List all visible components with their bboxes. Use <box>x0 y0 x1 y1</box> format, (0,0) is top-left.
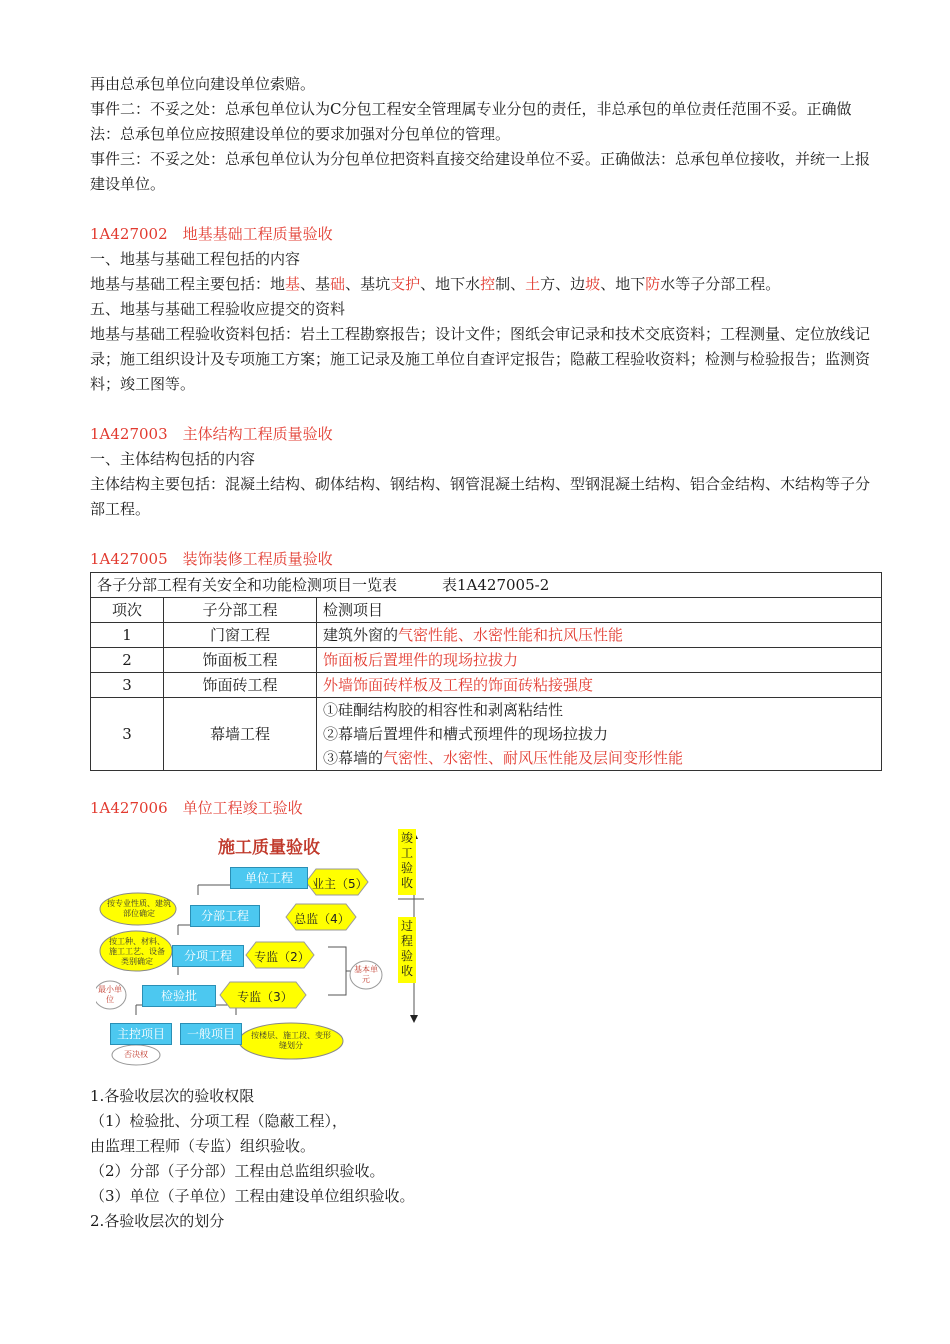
paragraph: 再由总承包单位向建设单位索赔。 <box>90 75 316 93</box>
table-cell: 门窗工程 <box>164 623 317 648</box>
table-row <box>91 698 882 771</box>
item-box: 分项工程 <box>172 945 244 967</box>
table-row <box>91 648 882 673</box>
paragraph: （3）单位（子单位）工程由建设单位组织验收。 <box>90 1187 415 1205</box>
vertical-label: 竣 工 验 收 <box>400 831 413 890</box>
hex-label: 业主（5） <box>312 877 368 891</box>
paragraph: 地基与基础工程验收资料包括：岩土工程勘察报告；设计文件；图纸会审记录和技术交底资料；工程测量、定位放线记录；施工组织设计及专项施工方案；施工记录及施工单位自查评定报告；隐蔽工程验收资料；检测与检验报告；监测资料；竣工图等。 <box>90 325 871 393</box>
table-cell: 3 <box>91 698 164 771</box>
bubble-note: 按专业性质、建筑部位确定 <box>107 899 171 918</box>
section-heading: 1A427002 地基基础工程质量验收 <box>90 225 333 243</box>
table-cell: 饰面板工程 <box>164 648 317 673</box>
subheading: 一、主体结构包括的内容 <box>90 450 256 468</box>
hex-label: 专监（3） <box>237 990 293 1004</box>
table-header: 检测项目 <box>317 598 882 623</box>
paragraph: 由监理工程师（专监）组织验收。 <box>90 1137 316 1155</box>
bubble-note: 按工种、材料、施工工艺、设备类别确定 <box>109 937 165 966</box>
hex-label: 专监（2） <box>254 950 310 964</box>
diagram-title: 施工质量验收 <box>218 838 320 858</box>
paragraph: 地基与基础工程主要包括：地基、基础、基坑支护、地下水控制、土方、边坡、地下防水等子分部工程。 <box>90 275 781 293</box>
section-heading: 1A427006 单位工程竣工验收 <box>90 799 303 817</box>
table-cell: 1 <box>91 623 164 648</box>
sub-box: 分部工程 <box>190 905 260 927</box>
section-heading: 1A427003 主体结构工程质量验收 <box>90 425 333 443</box>
bubble-note: 基本单元 <box>354 965 378 984</box>
bubble-note: 按楼层、施工段、变形缝划分 <box>251 1031 331 1050</box>
table-cell: 外墙饰面砖样板及工程的饰面砖粘接强度 <box>317 673 882 698</box>
subheading: 一、地基与基础工程包括的内容 <box>90 250 301 268</box>
table-title: 各子分部工程有关安全和功能检测项目一览表 表1A427005-2 <box>91 573 882 598</box>
table-cell: 2 <box>91 648 164 673</box>
table-cell: 饰面砖工程 <box>164 673 317 698</box>
table-cell: 幕墙工程 <box>164 698 317 771</box>
main-box: 主控项目 <box>110 1023 172 1045</box>
subheading: 五、地基与基础工程验收应提交的资料 <box>90 300 346 318</box>
bubble-note: 最小单位 <box>98 985 122 1004</box>
table-row <box>91 673 882 698</box>
table-cell: 3 <box>91 673 164 698</box>
paragraph: （2）分部（子分部）工程由总监组织验收。 <box>90 1162 385 1180</box>
section-heading: 1A427005 装饰装修工程质量验收 <box>90 550 333 568</box>
table-cell: ①硅酮结构胶的相容性和剥离粘结性 ②幕墙后置埋件和槽式预埋件的现场拉拔力 ③幕墙的气密性、水密性、耐风压性能及层间变形性能 <box>317 698 882 771</box>
hex-label: 总监（4） <box>294 912 350 926</box>
table-header: 项次 <box>91 598 164 623</box>
document-page <box>90 72 880 1234</box>
table-row <box>91 623 882 648</box>
general-box: 一般项目 <box>180 1023 242 1045</box>
table-header: 子分部工程 <box>164 598 317 623</box>
batch-box: 检验批 <box>142 985 216 1007</box>
unit-box: 单位工程 <box>230 867 308 889</box>
paragraph: 1.各验收层次的验收权限 <box>90 1087 255 1105</box>
paragraph: （1）检验批、分项工程（隐蔽工程）， <box>90 1112 348 1130</box>
acceptance-diagram <box>96 827 426 1082</box>
table-cell: 饰面板后置埋件的现场拉拔力 <box>317 648 882 673</box>
table-cell: 建筑外窗的气密性能、水密性能和抗风压性能 <box>317 623 882 648</box>
paragraph: 事件三：不妥之处：总承包单位认为分包单位把资料直接交给建设单位不妥。正确做法：总承包单位接收，并统一上报建设单位。 <box>90 150 871 193</box>
bubble-note: 否决权 <box>124 1050 148 1059</box>
paragraph: 主体结构主要包括：混凝土结构、砌体结构、钢结构、钢管混凝土结构、型钢混凝土结构、铝合金结构、木结构等子分部工程。 <box>90 475 871 518</box>
inspection-table <box>90 572 882 771</box>
vertical-label: 过 程 验 收 <box>400 919 413 978</box>
paragraph: 2.各验收层次的划分 <box>90 1212 225 1230</box>
paragraph: 事件二：不妥之处：总承包单位认为C分包工程安全管理属专业分包的责任，非总承包的单位责任范围不妥。正确做法：总承包单位应按照建设单位的要求加强对分包单位的管理。 <box>90 100 852 143</box>
